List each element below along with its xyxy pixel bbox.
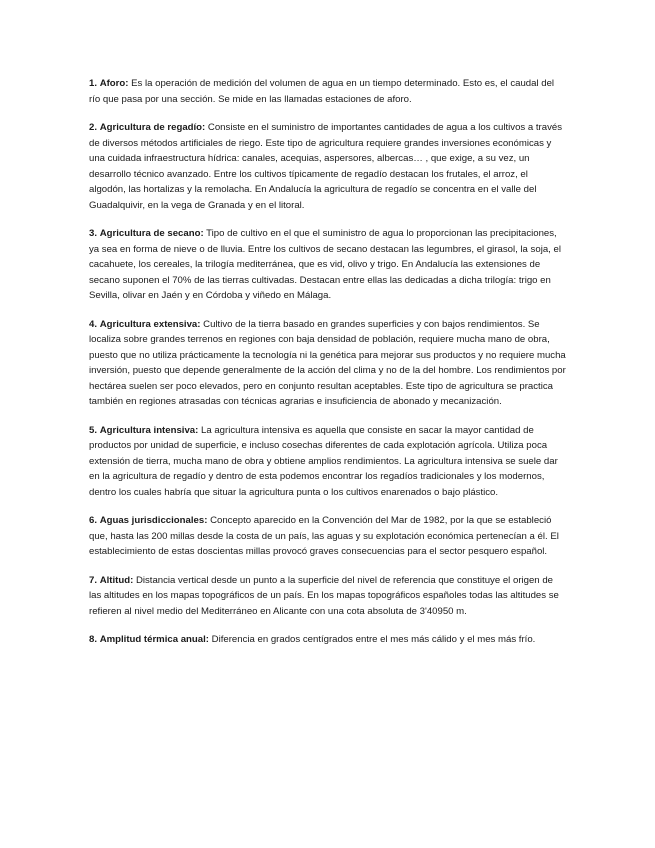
- glossary-entry-altitud: 7. Altitud: Distancia vertical desde un punto a la superficie del nivel de referencia que constituye el origen de las altitudes en los mapas topográficos de un país. En los mapas topográficos españoles todas las altitudes se refieren al nivel medio del Mediterráneo en Alicante con una cota absoluta de 3'40950 m.: [89, 574, 559, 617]
- entry-term: Aguas jurisdiccionales: [99, 515, 205, 526]
- glossary-entry-aforo: 1. Aforo: Es la operación de medición del volumen de agua en un tiempo determinado. Esto es, el caudal del río que pasa por una sección. Se mide en las llamadas estaciones de aforo.: [89, 78, 555, 105]
- entry-number: 8.: [89, 634, 98, 645]
- entry-number: 3.: [89, 228, 98, 239]
- glossary-entry-amplitud-termica-anual: 8. Amplitud térmica anual: Diferencia en grados centígrados entre el mes más cálido y el mes más frío.: [89, 634, 536, 645]
- entry-number: 2.: [89, 122, 98, 133]
- entry-number: 5.: [89, 424, 98, 436]
- glossary-entry-aguas-jurisdiccionales: 6. Aguas jurisdiccionales: Concepto aparecido en la Convención del Mar de 1982, por la que se estableció que, hasta las 200 millas desde la costa de un país, las aguas y su explotación económica pertenecían a él. El establecimiento de estas doscientas millas provocó graves consecuencias para el sector pesquero español.: [89, 515, 559, 557]
- entry-definition: Distancia vertical desde un punto a la superficie del nivel de referencia que constituye el origen de las altitudes en los mapas topográficos de un país. En los mapas topográficos españoles todas las altitudes se refieren al nivel medio del Mediterráneo en Alicante con una cota absoluta de 3'40950 m.: [89, 574, 559, 617]
- entry-term: Aforo: [99, 78, 126, 89]
- entry-number: 4.: [89, 318, 98, 330]
- entry-term: Agricultura de secano: [99, 228, 201, 239]
- entry-definition: Consiste en el suministro de importantes cantidades de agua a los cultivos a través de diversos métodos artificiales de riego. Este tipo de agricultura requiere grandes inversiones económicas y una cuidada infraestructura hídrica: canales, acequias, aspersores, albercas… , que exige, a su vez, un desarrollo técnico avanzado. Entre los cultivos típicamente de regadío destacan los frutales, el arroz, el algodón, las hortalizas y la remolacha. En Andalucía la agricultura de regadío se concentra en el valle del Guadalquivir, en la vega de Granada y en el litoral.: [89, 122, 563, 211]
- entry-definition: La agricultura intensiva es aquella que consiste en sacar la mayor cantidad de productos por unidad de superficie, e incluso cosechas diferentes de cada explotación agrícola. Utiliza poca extensión de tierra, mucha mano de obra y obtiene amplios rendimientos. La agricultura intensiva se suele dar en la agricultura de regadío y dentro de esta podemos encontrar los regadíos tradicionales y los modernos, dentro los cuales habría que situar la agricultura punta o los cultivos enarenados o bajo plástico.: [89, 424, 558, 498]
- entry-definition: Concepto aparecido en la Convención del Mar de 1982, por la que se estableció que, hasta las 200 millas desde la costa de un país, las aguas y su explotación económica pertenecían a él. El establecimiento de estas doscientas millas provocó graves consecuencias para el sector pesquero español.: [89, 515, 559, 557]
- entry-definition: Cultivo de la tierra basado en grandes superficies y con bajos rendimientos. Se localiza sobre grandes terrenos en regiones con baja densidad de población, requiere mucha mano de obra, puesto que no utiliza prácticamente la tecnología ni la genética para mejorar sus productos y no requiere mucha inversión, puesto que depende generalmente de la acción del clima y no de la del hombre. Los rendimientos por hectárea suelen ser poco elevados, pero en conjunto resultan aceptables. Este tipo de agricultura se practica también en regiones atrasadas con técnicas agrarias e insuficiencia de abonado y mecanización.: [89, 318, 566, 407]
- document-page: [89, 76, 567, 661]
- glossary-entry-agricultura-de-secano: 3. Agricultura de secano: Tipo de cultivo en el que el suministro de agua lo proporcionan las precipitaciones, ya sea en forma de nieve o de lluvia. Entre los cultivos de secano destacan las legumbres, el girasol, la soja, el cacahuete, los cereales, la trilogía mediterránea, que es vid, olivo y trigo. En Andalucía las extensiones de secano suponen el 70% de las tierras cultivadas. Destacan entre ellas las dedicadas a dicha trilogía: trigo en Sevilla, olivar en Jaén y en Córdoba y viñedo en Málaga.: [89, 228, 561, 301]
- entry-definition: Diferencia en grados centígrados entre el mes más cálido y el mes más frío.: [211, 634, 536, 645]
- entry-definition: Es la operación de medición del volumen de agua en un tiempo determinado. Esto es, el caudal del río que pasa por una sección. Se mide en las llamadas estaciones de aforo.: [89, 78, 555, 105]
- entry-number: 7.: [89, 574, 98, 586]
- glossary-entry-agricultura-intensiva: 5. Agricultura intensiva: La agricultura intensiva es aquella que consiste en sacar la mayor cantidad de productos por unidad de superficie, e incluso cosechas diferentes de cada explotación agrícola. Utiliza poca extensión de tierra, mucha mano de obra y obtiene amplios rendimientos. La agricultura intensiva se suele dar en la agricultura de regadío y dentro de esta podemos encontrar los regadíos tradicionales y los modernos, dentro los cuales habría que situar la agricultura punta o los cultivos enarenados o bajo plástico.: [89, 424, 558, 498]
- entry-term: Altitud: [99, 574, 131, 586]
- entry-term: Agricultura de regadío: [99, 122, 203, 133]
- entry-definition: Tipo de cultivo en el que el suministro de agua lo proporcionan las precipitaciones, ya sea en forma de nieve o de lluvia. Entre los cultivos de secano destacan las legumbres, el girasol, la soja, el cacahuete, los cereales, la trilogía mediterránea, que es vid, olivo y trigo. En Andalucía las extensiones de secano suponen el 70% de las tierras cultivadas. Destacan entre ellas las dedicadas a dicha trilogía: trigo en Sevilla, olivar en Jaén y en Córdoba y viñedo en Málaga.: [89, 228, 561, 301]
- entry-number: 6.: [89, 515, 98, 526]
- entry-number: 1.: [89, 78, 98, 89]
- entry-term: Agricultura intensiva: [99, 424, 196, 436]
- glossary-entry-agricultura-de-regadio: 2. Agricultura de regadío: Consiste en el suministro de importantes cantidades de agua a los cultivos a través de diversos métodos artificiales de riego. Este tipo de agricultura requiere grandes inversiones económicas y una cuidada infraestructura hídrica: canales, acequias, aspersores, albercas… , que exige, a su vez, un desarrollo técnico avanzado. Entre los cultivos típicamente de regadío destacan los frutales, el arroz, el algodón, las hortalizas y la remolacha. En Andalucía la agricultura de regadío se concentra en el valle del Guadalquivir, en la vega de Granada y en el litoral.: [89, 122, 563, 211]
- glossary-entry-agricultura-extensiva: 4. Agricultura extensiva: Cultivo de la tierra basado en grandes superficies y con bajos rendimientos. Se localiza sobre grandes terrenos en regiones con baja densidad de población, requiere mucha mano de obra, puesto que no utiliza prácticamente la tecnología ni la genética para mejorar sus productos y no requiere mucha inversión, puesto que depende generalmente de la acción del clima y no de la del hombre. Los rendimientos por hectárea suelen ser poco elevados, pero en conjunto resultan aceptables. Este tipo de agricultura se practica también en regiones atrasadas con técnicas agrarias e insuficiencia de abonado y mecanización.: [89, 318, 566, 407]
- entry-term: Agricultura extensiva: [99, 318, 198, 330]
- entry-term: Amplitud térmica anual: [99, 634, 206, 645]
